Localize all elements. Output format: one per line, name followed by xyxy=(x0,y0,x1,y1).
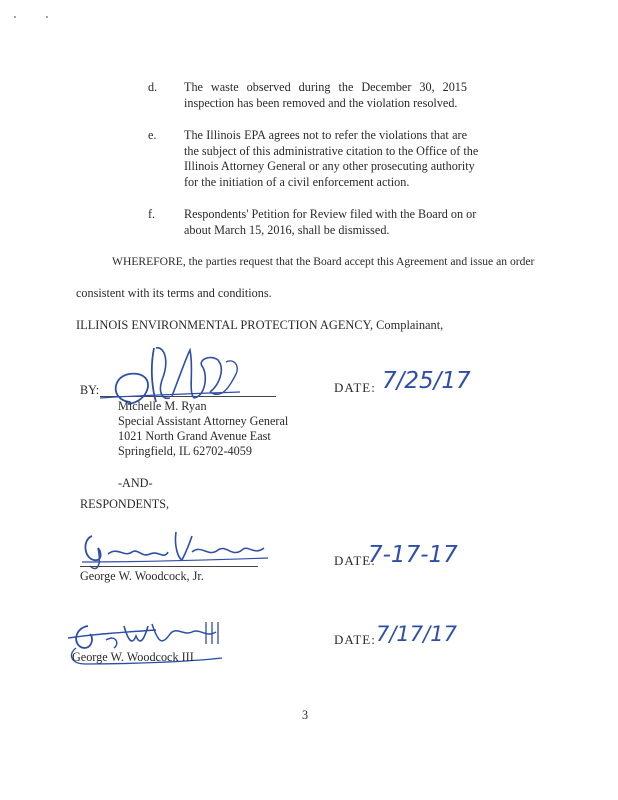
complainant-heading: ILLINOIS ENVIRONMENTAL PROTECTION AGENCY, Complainant, xyxy=(76,318,444,332)
item-letter-f: f. xyxy=(148,207,156,221)
wherefore-line-2: consistent with its terms and conditions. xyxy=(76,286,272,300)
respondent1-date-value: 7-17-17 xyxy=(368,542,458,568)
epa-signatory-name: Michelle M. Ryan xyxy=(118,399,207,413)
epa-date-value: 7/25/17 xyxy=(382,368,471,394)
item-line: The Illinois EPA agrees not to refer the violations that are xyxy=(184,128,467,142)
and-separator: -AND- xyxy=(118,476,153,490)
item-text-f xyxy=(184,207,477,238)
item-letter-d: d. xyxy=(148,80,158,94)
item-line: for the initiation of a civil enforcement action. xyxy=(184,174,410,189)
wherefore-line-1: WHEREFORE, the parties request that the Board accept this Agreement and issue an order xyxy=(112,255,535,268)
scan-artifact xyxy=(14,16,16,18)
item-line: about March 15, 2016, shall be dismissed. xyxy=(184,222,390,237)
item-line: inspection has been removed and the violation resolved. xyxy=(184,95,458,110)
scan-artifact xyxy=(46,16,48,18)
epa-address-line-2: Springfield, IL 62702-4059 xyxy=(118,444,252,458)
epa-address-line-1: 1021 North Grand Avenue East xyxy=(118,429,271,443)
epa-date-label: DATE: xyxy=(334,380,376,395)
item-line: the subject of this administrative citation to the Office of the xyxy=(184,143,479,158)
respondent1-name: George W. Woodcock, Jr. xyxy=(80,569,204,583)
respondent2-date-label: DATE: xyxy=(334,632,376,647)
item-text-e xyxy=(184,128,479,190)
item-line: Illinois Attorney General or any other prosecuting authority xyxy=(184,159,475,174)
epa-signatory-title: Special Assistant Attorney General xyxy=(118,414,289,428)
item-letter-e: e. xyxy=(148,128,157,142)
item-line: Respondents' Petition for Review filed with the Board on or xyxy=(184,207,477,221)
item-line: The waste observed during the December 30, 2015 xyxy=(184,80,467,94)
respondent1-date-label: DATE: xyxy=(334,553,376,568)
respondent1-signature-line xyxy=(80,566,258,567)
respondent2-date-value: 7/17/17 xyxy=(376,622,457,646)
respondent2-name: George W. Woodcock III xyxy=(72,650,194,664)
respondents-heading: RESPONDENTS, xyxy=(80,497,170,511)
respondent1-handwritten-signature xyxy=(78,522,278,572)
page-number: 3 xyxy=(302,708,309,722)
by-label: BY: xyxy=(80,383,100,397)
item-text-d xyxy=(184,80,467,111)
